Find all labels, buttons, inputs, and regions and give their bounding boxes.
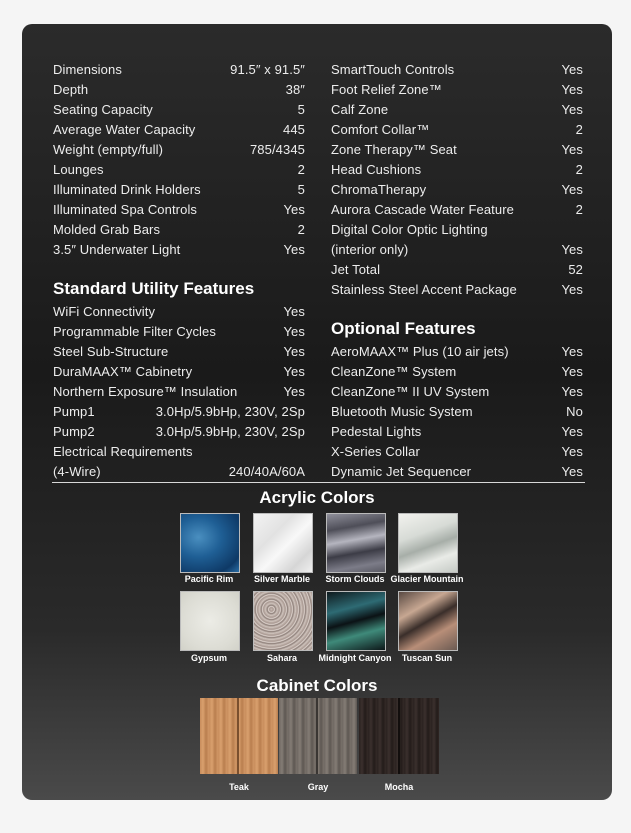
swatch-tuscan-sun[interactable] (398, 591, 458, 651)
spec-row (53, 217, 305, 237)
spec-label: Steel Sub-Structure (53, 344, 169, 359)
cabinet-swatch-teak[interactable] (200, 698, 278, 774)
spec-label: 3.5″ Underwater Light (53, 242, 181, 257)
spec-value: No (566, 404, 583, 419)
spec-row (331, 97, 583, 117)
spec-row (53, 137, 305, 157)
spec-row (53, 117, 305, 137)
spec-label: Illuminated Spa Controls (53, 202, 198, 217)
acrylic-colors-title: Acrylic Colors (259, 488, 375, 507)
spec-row (331, 277, 583, 297)
spec-row (331, 197, 583, 217)
swatch-sahara[interactable] (253, 591, 313, 651)
spec-row (53, 177, 305, 197)
spec-label: Stainless Steel Accent Package (331, 282, 517, 297)
spec-row (331, 117, 583, 137)
spec-row (331, 177, 583, 197)
spec-row (53, 157, 305, 177)
spec-value: Yes (283, 384, 305, 399)
spec-row (53, 237, 305, 257)
optional-row (331, 459, 583, 479)
spec-label: CleanZone™ II UV System (331, 384, 490, 399)
spec-row (331, 257, 583, 277)
spec-label: Lounges (53, 162, 104, 177)
lighting-value: Yes (561, 242, 583, 257)
spec-value: 5 (297, 102, 305, 117)
section-divider (52, 482, 585, 483)
spec-value: Yes (561, 282, 583, 297)
spec-label: Foot Relief Zone™ (331, 82, 442, 97)
spec-label: SmartTouch Controls (331, 62, 455, 77)
swatch-label: Gypsum (190, 653, 227, 663)
spec-label: Comfort Collar™ (331, 122, 430, 137)
spec-label: Dimensions (53, 62, 122, 77)
utility-row (53, 339, 305, 359)
spec-value: Yes (283, 364, 305, 379)
spec-row (331, 157, 583, 177)
spec-label: Depth (53, 82, 89, 97)
pump-label: Pump1 (53, 404, 95, 419)
cabinet-swatch-gray[interactable] (279, 698, 357, 774)
spec-value: 52 (568, 262, 583, 277)
lighting-label: Digital Color Optic Lighting (331, 222, 488, 237)
spec-row (53, 77, 305, 97)
utility-row (53, 379, 305, 399)
optional-row (331, 379, 583, 399)
spec-label: Average Water Capacity (53, 122, 196, 137)
cabinet-label: Mocha (384, 782, 414, 792)
utility-row (53, 319, 305, 339)
spec-label: WiFi Connectivity (53, 304, 156, 319)
pump-label: Pump2 (53, 424, 95, 439)
spec-label: Weight (empty/full) (53, 142, 164, 157)
lighting-sub: (interior only) (331, 242, 409, 257)
electrical-value: 240/40A/60A (228, 464, 305, 479)
spec-label: Bluetooth Music System (331, 404, 473, 419)
electrical-sub: (4-Wire) (53, 464, 101, 479)
spec-label: Programmable Filter Cycles (53, 324, 216, 339)
cabinet-colors-title: Cabinet Colors (256, 676, 378, 695)
spec-value: Yes (561, 444, 583, 459)
standard-utility-title: Standard Utility Features (53, 279, 255, 298)
spec-label: Jet Total (331, 262, 381, 277)
general-specs (53, 57, 305, 257)
spec-label: AeroMAAX™ Plus (10 air jets) (331, 344, 509, 359)
spec-row (53, 97, 305, 117)
spec-value: 785/4345 (249, 142, 305, 157)
cabinet-label: Gray (307, 782, 329, 792)
swatch-label: Tuscan Sun (401, 653, 453, 663)
spec-label: Zone Therapy™ Seat (331, 142, 457, 157)
spec-row (331, 137, 583, 157)
swatch-label: Midnight Canyon (318, 653, 392, 663)
optional-row (331, 359, 583, 379)
spec-value: Yes (561, 82, 583, 97)
pump-spec: 3.0Hp/5.9bHp, 230V, 2Sp (155, 424, 305, 439)
spec-value: Yes (561, 62, 583, 77)
spec-row (53, 197, 305, 217)
spec-value: Yes (561, 424, 583, 439)
pump-row (53, 399, 305, 419)
left-spec-column (53, 57, 305, 479)
right-spec-column (331, 57, 583, 479)
spec-value: Yes (561, 142, 583, 157)
spec-label: Illuminated Drink Holders (53, 182, 201, 197)
spec-label: Northern Exposure™ Insulation (53, 384, 238, 399)
swatch-label: Storm Clouds (325, 574, 385, 584)
cabinet-swatch-mocha[interactable] (359, 698, 439, 774)
swatch-glacier-mountain[interactable] (398, 513, 458, 573)
swatch-label: Sahara (266, 653, 298, 663)
spec-value: Yes (283, 202, 305, 217)
utility-row (53, 299, 305, 319)
utility-row (53, 359, 305, 379)
spec-row (331, 77, 583, 97)
spec-label: Head Cushions (331, 162, 422, 177)
spec-value: Yes (561, 182, 583, 197)
spec-value: Yes (561, 464, 583, 479)
spec-sheet-panel (22, 24, 612, 800)
swatch-storm-clouds[interactable] (326, 513, 386, 573)
spec-label: Seating Capacity (53, 102, 153, 117)
spec-label: DuraMAAX™ Cabinetry (53, 364, 193, 379)
swatch-silver-marble[interactable] (253, 513, 313, 573)
spec-value: 445 (283, 122, 305, 137)
spec-value: 5 (297, 182, 305, 197)
spec-value: 2 (575, 202, 583, 217)
spec-value: Yes (283, 324, 305, 339)
spec-label: X-Series Collar (331, 444, 420, 459)
spec-value: Yes (283, 304, 305, 319)
optional-row (331, 439, 583, 459)
spec-value: Yes (283, 344, 305, 359)
optional-features-title: Optional Features (331, 319, 476, 338)
spec-value: 2 (575, 122, 583, 137)
lighting-sub-row (331, 237, 583, 257)
pump-row (53, 419, 305, 439)
swatch-label: Silver Marble (253, 574, 311, 584)
swatch-pacific-rim[interactable] (180, 513, 240, 573)
spec-label: ChromaTherapy (331, 182, 427, 197)
optional-row (331, 399, 583, 419)
spec-label: Calf Zone (331, 102, 389, 117)
spec-value: Yes (561, 384, 583, 399)
spec-label: Aurora Cascade Water Feature (331, 202, 514, 217)
spec-value: Yes (561, 364, 583, 379)
swatch-label: Glacier Mountain (390, 574, 464, 584)
pump-spec: 3.0Hp/5.9bHp, 230V, 2Sp (155, 404, 305, 419)
spec-value: Yes (561, 344, 583, 359)
spec-value: 2 (297, 222, 305, 237)
electrical-row (53, 439, 305, 459)
spec-value: 91.5″ x 91.5″ (230, 62, 305, 77)
optional-row (331, 419, 583, 439)
spec-value: Yes (283, 242, 305, 257)
optional-row (331, 339, 583, 359)
cabinet-label: Teak (229, 782, 249, 792)
lighting-row (331, 217, 583, 237)
spec-value: 38″ (285, 82, 305, 97)
spec-label: Molded Grab Bars (53, 222, 161, 237)
spec-label: CleanZone™ System (331, 364, 457, 379)
spec-value: 2 (297, 162, 305, 177)
spec-row (331, 57, 583, 77)
spec-value: Yes (561, 102, 583, 117)
spec-label: Dynamic Jet Sequencer (331, 464, 472, 479)
spec-label: Pedestal Lights (331, 424, 422, 439)
swatch-label: Pacific Rim (184, 574, 234, 584)
spec-row (53, 57, 305, 77)
electrical-sub-row (53, 459, 305, 479)
swatch-gypsum[interactable] (180, 591, 240, 651)
swatch-midnight-canyon[interactable] (326, 591, 386, 651)
spec-value: 2 (575, 162, 583, 177)
electrical-label: Electrical Requirements (53, 444, 193, 459)
